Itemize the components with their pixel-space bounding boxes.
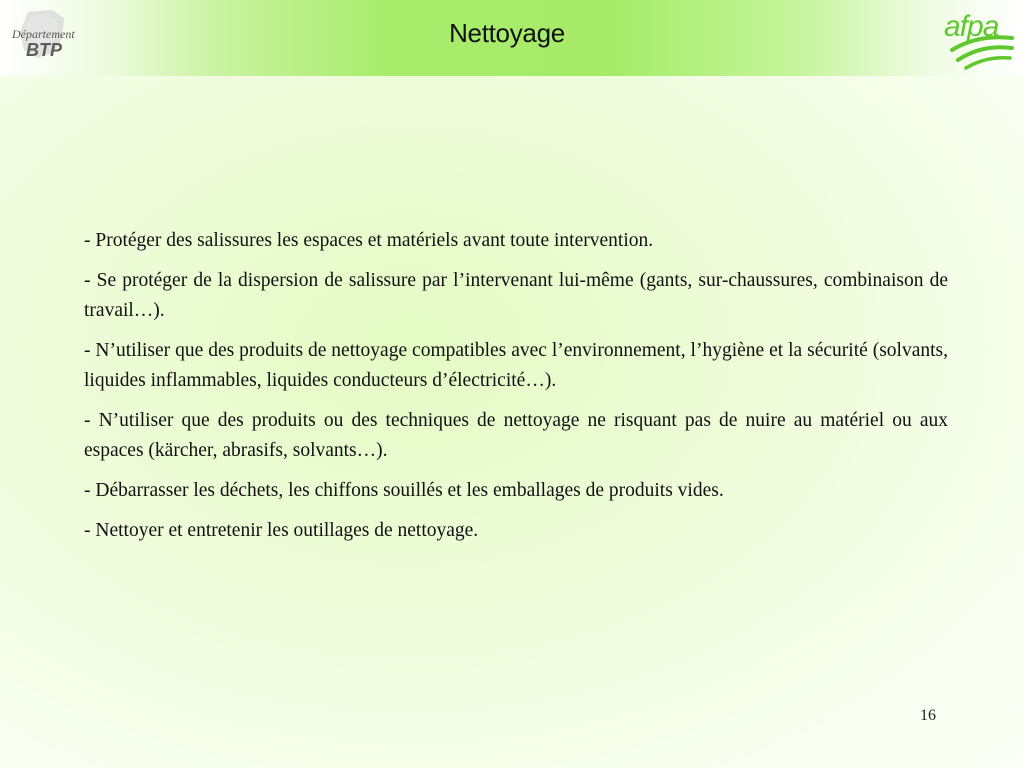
slide-header xyxy=(0,0,1024,76)
logo-afpa-text: afpa xyxy=(944,10,999,43)
bullet-paragraph: - N’utiliser que des produits ou des techniques de nettoyage ne risquant pas de nuire au matériel ou aux espaces (kärcher, abrasifs, solvants…). xyxy=(84,410,948,461)
slide-title: Nettoyage xyxy=(449,18,565,48)
bullet-paragraph: - N’utiliser que des produits de nettoyage compatibles avec l’environnement, l’hygiène et la sécurité (solvants, liquides inflammables, liquides conducteurs d’électricité…). xyxy=(84,340,948,391)
bullet-paragraph: - Débarrasser les déchets, les chiffons souillés et les emballages de produits vides. xyxy=(84,480,724,501)
page-number: 16 xyxy=(920,707,936,724)
bullet-paragraph: - Se protéger de la dispersion de salissure par l’intervenant lui-même (gants, sur-chaussures, combinaison de travail…). xyxy=(84,270,948,321)
afpa-logo xyxy=(938,4,1018,72)
bullet-paragraph: - Protéger des salissures les espaces et matériels avant toute intervention. xyxy=(84,230,654,251)
bullet-paragraph: - Nettoyer et entretenir les outillages de nettoyage. xyxy=(84,520,479,541)
slide-content xyxy=(84,226,948,556)
logo-btp-text: BTP xyxy=(26,40,62,60)
logo-departement-text: Département xyxy=(12,27,75,41)
